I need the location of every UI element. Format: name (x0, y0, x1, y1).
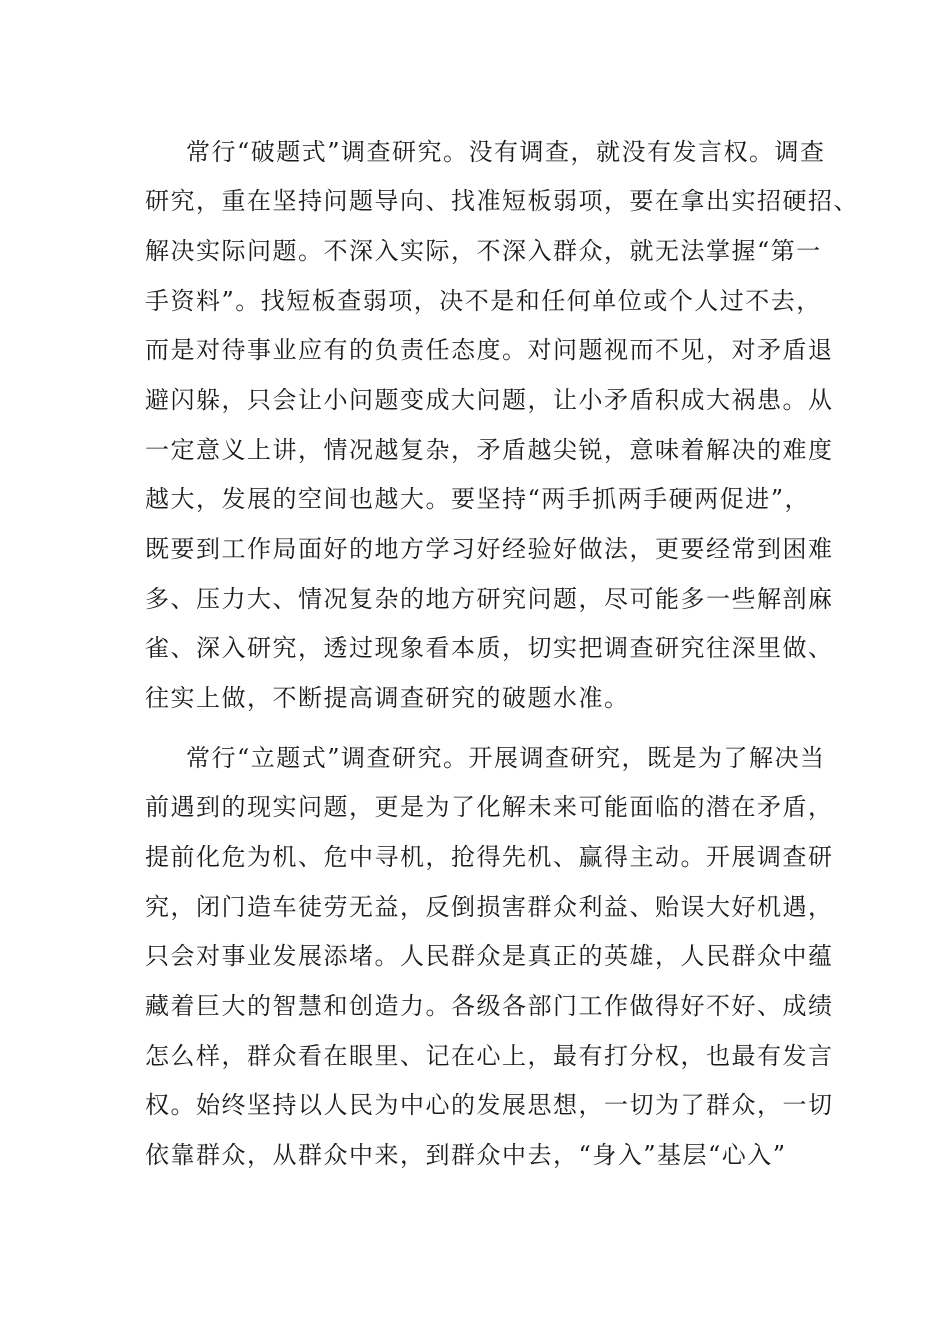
paragraph-line: 究，闭门造车徒劳无益，反倒损害群众利益、贻误大好机遇， (145, 893, 834, 921)
paragraph-line: 避闪躲，只会让小问题变成大问题，让小矛盾积成大祸患。从 (145, 386, 834, 414)
paragraph-line: 研究，重在坚持问题导向、找准短板弱项，要在拿出实招硬招、 (145, 187, 859, 215)
paragraph-line: 藏着巨大的智慧和创造力。各级各部门工作做得好不好、成绩 (145, 992, 834, 1020)
paragraph-line: 前遇到的现实问题，更是为了化解未来可能面临的潜在矛盾， (145, 793, 834, 821)
paragraph-line: 而是对待事业应有的负责任态度。对问题视而不见，对矛盾退 (145, 336, 834, 364)
paragraph-line: 提前化危为机、危中寻机，抢得先机、赢得主动。开展调查研 (145, 843, 834, 871)
paragraph-line: 一定意义上讲，情况越复杂，矛盾越尖锐，意味着解决的难度 (145, 436, 834, 464)
paragraph-line: 雀、深入研究，透过现象看本质，切实把调查研究往深里做、 (145, 634, 834, 662)
paragraph-line: 多、压力大、情况复杂的地方研究问题，尽可能多一些解剖麻 (145, 585, 834, 613)
paragraph-line: 依靠群众，从群众中来，到群众中去，“身入”基层“心入” (145, 1141, 787, 1169)
paragraph-line: 越大，发展的空间也越大。要坚持“两手抓两手硬两促进”， (145, 485, 811, 513)
paragraph-line: 常行“立题式”调查研究。开展调查研究，既是为了解决当 (186, 744, 826, 772)
paragraph-line: 手资料”。找短板查弱项，决不是和任何单位或个人过不去， (145, 287, 822, 315)
paragraph-line: 往实上做，不断提高调查研究的破题水准。 (145, 684, 630, 712)
paragraph-line: 只会对事业发展添堵。人民群众是真正的英雄，人民群众中蕴 (145, 942, 834, 970)
paragraph-line: 怎么样，群众看在眼里、记在心上，最有打分权，也最有发言 (145, 1042, 834, 1070)
paragraph-line: 常行“破题式”调查研究。没有调查，就没有发言权。调查 (186, 138, 826, 166)
paragraph-line: 既要到工作局面好的地方学习好经验好做法，更要经常到困难 (145, 535, 834, 563)
paragraph-line: 解决实际问题。不深入实际，不深入群众，就无法掌握“第一 (145, 237, 822, 265)
paragraph-line: 权。始终坚持以人民为中心的发展思想，一切为了群众，一切 (145, 1091, 834, 1119)
